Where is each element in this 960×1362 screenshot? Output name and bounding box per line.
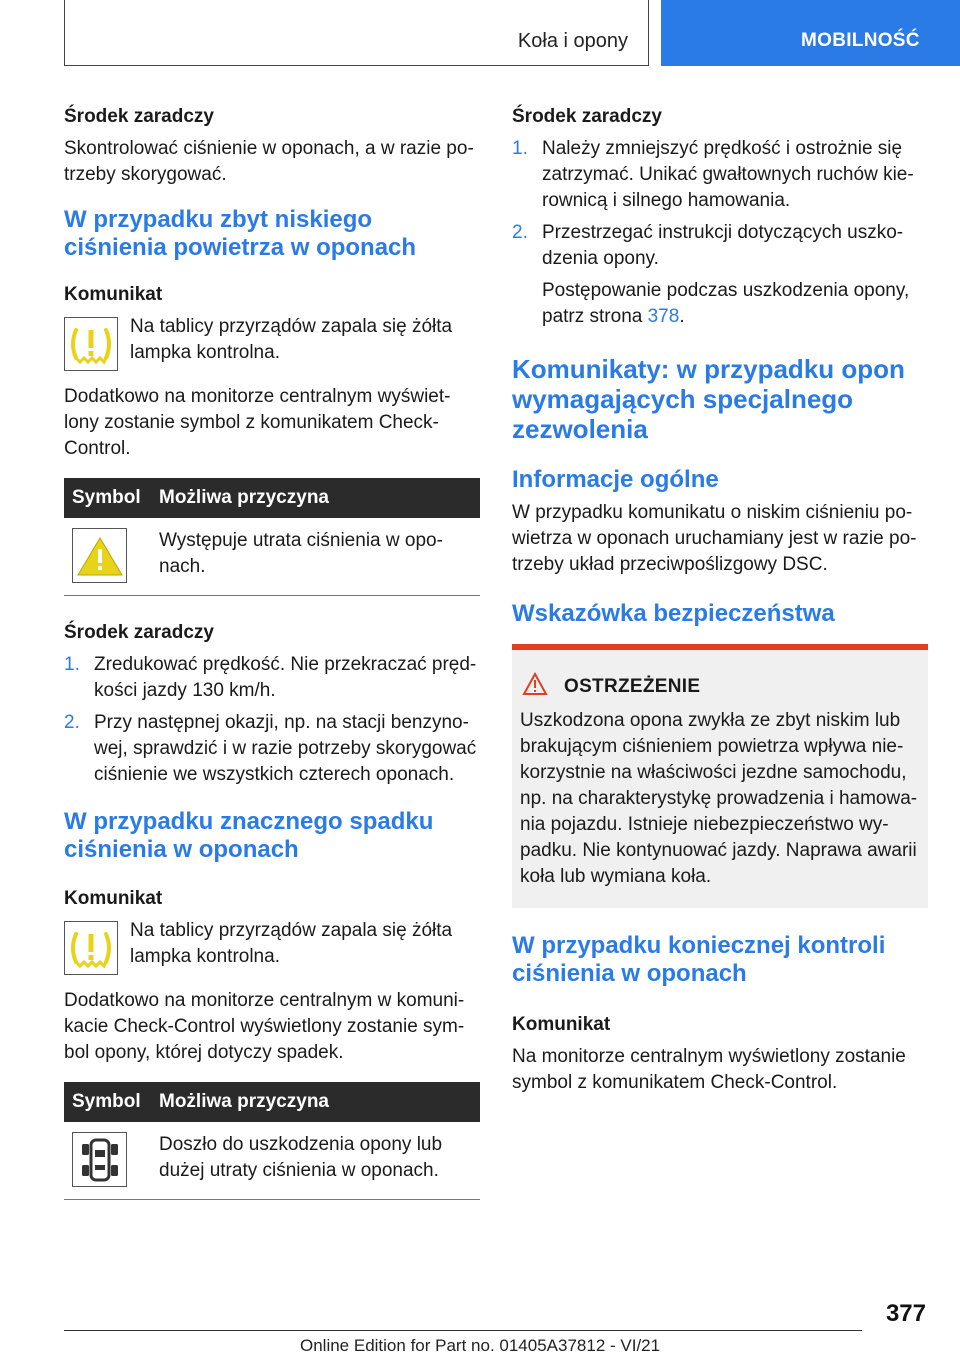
left-column [64,100,480,1200]
remedy-steps [64,652,480,788]
table-row [64,1122,480,1200]
heading-special-tires: Komunikaty: w przypadku opon wymagających specjalnego zezwolenia [512,354,905,444]
message-text: Na tablicy przyrządów zapala się żółta lampka kontrolna. [130,316,453,363]
heading-pressure-check: W przypadku koniecznej kontroli ciśnienia w oponach [512,932,886,987]
message-label: Komunikat [64,888,163,909]
table-header-row [64,1082,480,1122]
warning-text: Uszkodzona opona zwykła ze zbyt niskim lub brakującym ciśnieniem powietrza wpływa nie-korzystnie na właściwości jezdne samochodu, np. na charakterystykę prowadzenia i hamowa-nia pojazdu. Istnieje niebezpieczeństwo wy-padku. Nie kontynuować jazdy. Naprawa awarii koła lub wymiana koła. [520,710,918,887]
column-header-cause: Możliwa przyczyna [151,478,480,518]
warning-triangle-icon [522,672,548,702]
right-column [512,100,928,1096]
remedy-label: Środek zaradczy [64,106,214,127]
symbol-table [64,1082,480,1200]
chapter-tab[interactable] [661,0,960,66]
message-text: Na monitorze centralnym wyświetlony zostanie symbol z komunikatem Check-Control. [512,1046,906,1093]
table-header-row [64,478,480,518]
list-item: 1. Należy zmniejszyć prędkość i ostrożnie się zatrzymać. Unikać gwałtownych ruchów kie-rownicą i silnego hamowania. [512,138,914,211]
message-text: Na tablicy przyrządów zapala się żółta lampka kontrolna. [130,920,453,967]
remedy-label: Środek zaradczy [512,106,662,127]
cause-cell: Doszło do uszkodzenia opony lub dużej utraty ciśnienia w oponach. [151,1122,480,1200]
header-section-box [64,0,649,66]
remedy-steps [512,136,928,272]
heading-general-info: Informacje ogólne [512,466,719,493]
message-row [64,918,480,976]
list-item: 2. Przestrzegać instrukcji dotyczących uszko-dzenia opony. [512,222,904,269]
heading-safety-note: Wskazówka bezpieczeństwa [512,600,835,627]
column-header-symbol: Symbol [64,478,151,518]
symbol-cell [64,1122,151,1200]
section-title: Koła i opony [517,30,628,52]
remedy-text: Skontrolować ciśnienie w oponach, a w razie po-trzeby skorygować. [64,138,474,185]
list-item: 1. Zredukować prędkość. Nie przekraczać pręd-kości jazdy 130 km/h. [64,654,477,701]
heading-pressure-drop: W przypadku znacznego spadku ciśnienia w oponach [64,808,434,863]
heading-low-pressure: W przypadku zbyt niskiego ciśnienia powietrza w oponach [64,206,417,261]
symbol-cell [64,518,151,596]
warning-triangle-icon [72,528,127,583]
car-tire-damage-icon [72,1132,127,1187]
symbol-table [64,478,480,596]
warning-title [520,672,920,702]
message-label: Komunikat [512,1014,611,1035]
tire-pressure-warning-icon [64,921,118,975]
page-number: 377 [885,1300,926,1327]
footer-edition: Online Edition for Part no. 01405A37812 - VI/21 [300,1336,661,1355]
table-row [64,518,480,596]
message-extra-text: Dodatkowo na monitorze centralnym w komuni-kacie Check-Control wyświetlony zostanie sym-bol opony, której dotyczy spadek. [64,990,465,1063]
tire-pressure-warning-icon [64,317,118,371]
message-extra-text: Dodatkowo na monitorze centralnym wyświet-lony zostanie symbol z komunikatem Check-Control. [64,386,451,459]
column-header-cause: Możliwa przyczyna [151,1082,480,1122]
warning-title-text: OSTRZEŻENIE [564,676,701,697]
remedy-label: Środek zaradczy [64,622,214,643]
warning-box [512,644,928,908]
page-reference-link[interactable]: 378 [647,306,680,327]
message-row [64,314,480,372]
list-item: 2. Przy następnej okazji, np. na stacji benzyno-wej, sprawdzić i w razie potrzeby skorygować ciśnienie we wszystkich czterech oponach. [64,712,477,785]
general-info-text: W przypadku komunikatu o niskim ciśnieniu po-wietrza w oponach uruchamiany jest w razie po-trzeby układ przeciwpoślizgowy DSC. [512,502,917,575]
chapter-title: MOBILNOŚĆ [801,30,920,51]
procedure-text: Postępowanie podczas uszkodzenia opony, patrz strona 378. [542,280,910,327]
footer-divider [64,1330,862,1331]
cause-cell: Występuje utrata ciśnienia w opo-nach. [151,518,480,596]
message-label: Komunikat [64,284,163,305]
column-header-symbol: Symbol [64,1082,151,1122]
